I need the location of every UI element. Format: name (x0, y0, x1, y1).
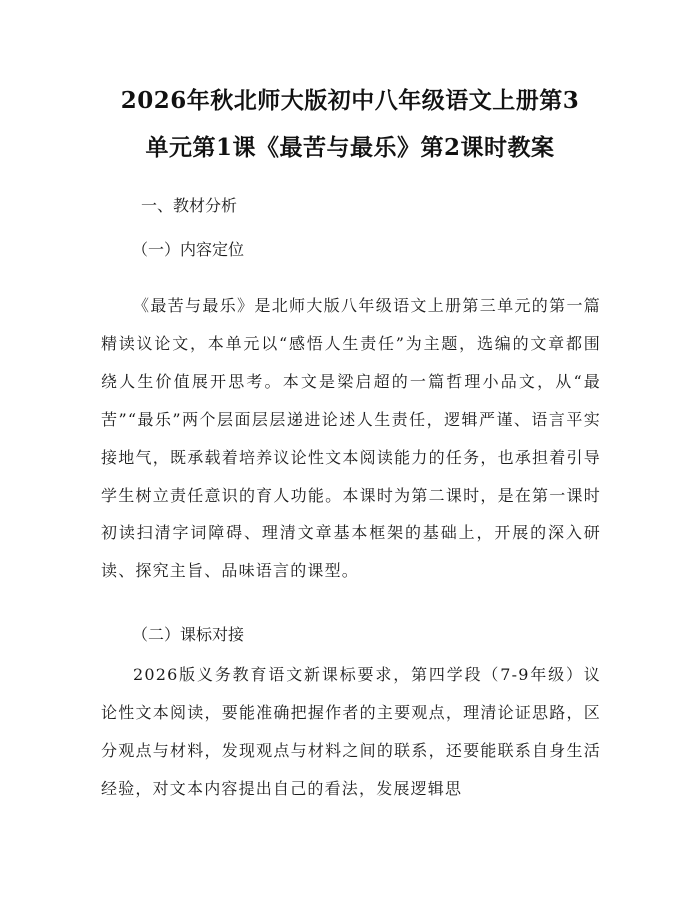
paragraph-curriculum-alignment: 2026版义务教育语文新课标要求，第四学段（7-9年级）议论性文本阅读，要能准确把握作者的主要观点，理清论证思路，区分观点与材料，发现观点与材料之间的联系，还要能联系自身生活经验，对文本内容提出自己的看法，发展逻辑思 (101, 665, 601, 798)
section-heading-textbook-analysis: 一、教材分析 (141, 196, 238, 215)
document-title-line-2: 单元第1课《最苦与最乐》第2课时教案 (145, 134, 555, 161)
paragraph-content-positioning: 《最苦与最乐》是北师大版八年级语文上册第三单元的第一篇精读议论文，本单元以“感悟人生责任”为主题，选编的文章都围绕人生价值展开思考。本文是梁启超的一篇哲理小品文，从“最苦”“最乐”两个层面层层递进论述人生责任，逻辑严谨、语言平实接地气，既承载着培养议论性文本阅读能力的任务，也承担着引导学生树立责任意识的育人功能。本课时为第二课时，是在第一课时初读扫清字词障碍、理清文章基本框架的基础上，开展的深入研读、探究主旨、品味语言的课型。 (101, 296, 601, 581)
subsection-heading-content-positioning: （一）内容定位 (132, 240, 245, 259)
subsection-heading-curriculum-alignment: （二）课标对接 (132, 625, 245, 644)
document-title-line-1: 2026年秋北师大版初中八年级语文上册第3 (120, 87, 580, 114)
